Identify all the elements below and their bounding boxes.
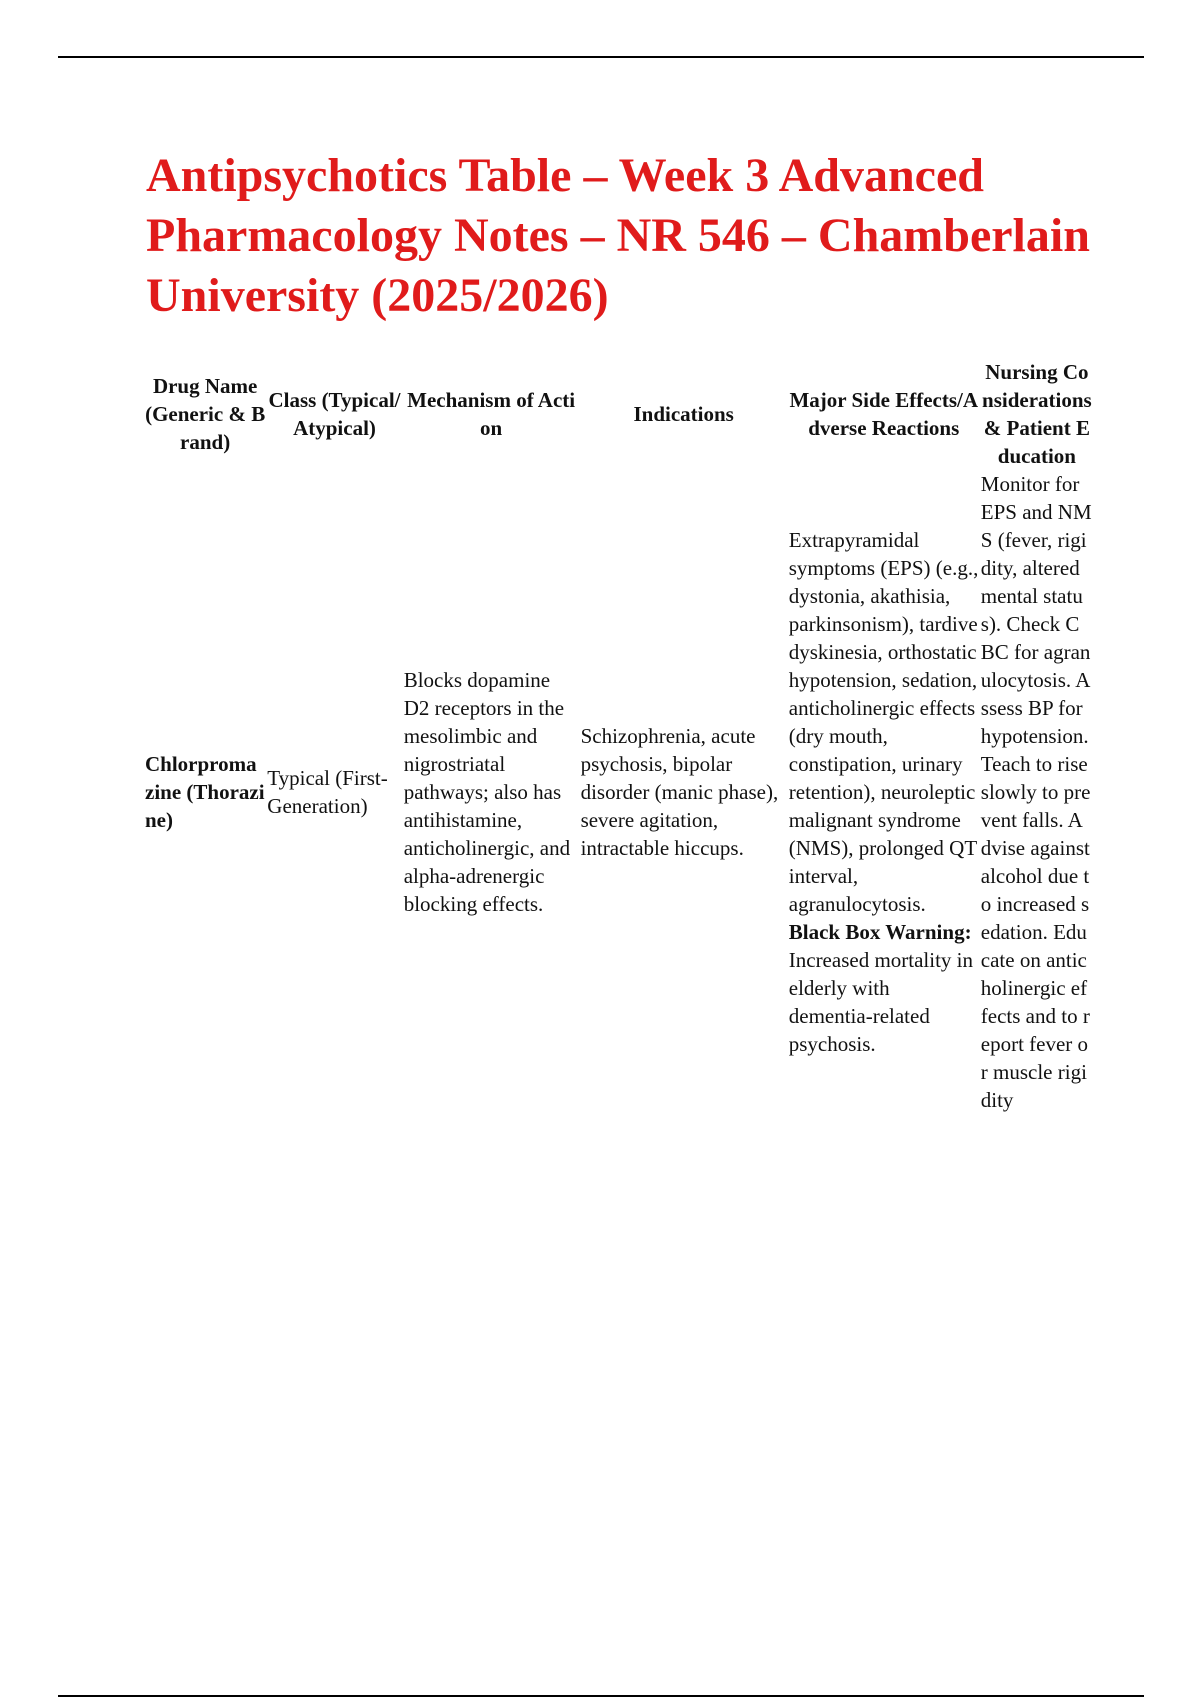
top-rule	[58, 56, 1144, 58]
page-title: Antipsychotics Table – Week 3 Advanced Pharmacology Notes – NR 546 – Chamberlain University (2025/2026)	[146, 149, 1090, 322]
side-effects-text: Extrapyramidal symptoms (EPS) (e.g., dystonia, akathisia, parkinsonism), tardive dyskinesia, orthostatic hypotension, sedation, anticholinergic effects (dry mouth, constipation, urinary retention), neuroleptic malignant syndrome (NMS), prolonged QT interval, agranulocytosis.	[788, 528, 979, 916]
table-header-row	[144, 358, 1094, 470]
cell-nursing: Monitor for EPS and NMS (fever, rigidity, altered mental status). Check CBC for agranulocytosis. Assess BP for hypotension. Teach to rise slowly to prevent falls. Advise against alcohol due to increased sedation. Educate on anticholinergic effects and to report fever or muscle rigidity	[980, 472, 1092, 1112]
header-indications: Indications	[633, 402, 734, 426]
cell-indications: Schizophrenia, acute psychosis, bipolar disorder (manic phase), severe agitation, intractable hiccups.	[580, 724, 779, 860]
antipsychotics-table	[144, 358, 1094, 1114]
header-class: Class (Typical/Atypical)	[268, 388, 401, 440]
cell-mechanism: Blocks dopamine D2 receptors in the mesolimbic and nigrostriatal pathways; also has antihistamine, anticholinergic, and alpha-adrenergic blocking effects.	[403, 668, 571, 916]
black-box-label: Black Box Warning:	[788, 920, 972, 944]
header-drug-name: Drug Name (Generic & Brand)	[145, 374, 266, 454]
bottom-rule	[58, 1695, 1144, 1697]
header-mechanism: Mechanism of Action	[407, 388, 576, 440]
cell-drug-name: Chlorpromazine (Thorazine)	[145, 752, 265, 832]
table-row	[144, 470, 1094, 1114]
cell-side-effects	[788, 470, 980, 1114]
cell-class: Typical (First-Generation)	[267, 766, 388, 818]
header-side-effects: Major Side Effects/Adverse Reactions	[789, 388, 979, 440]
black-box-text: Increased mortality in elderly with dementia-related psychosis.	[788, 948, 974, 1056]
header-nursing: Nursing Considerations & Patient Education	[982, 360, 1092, 468]
